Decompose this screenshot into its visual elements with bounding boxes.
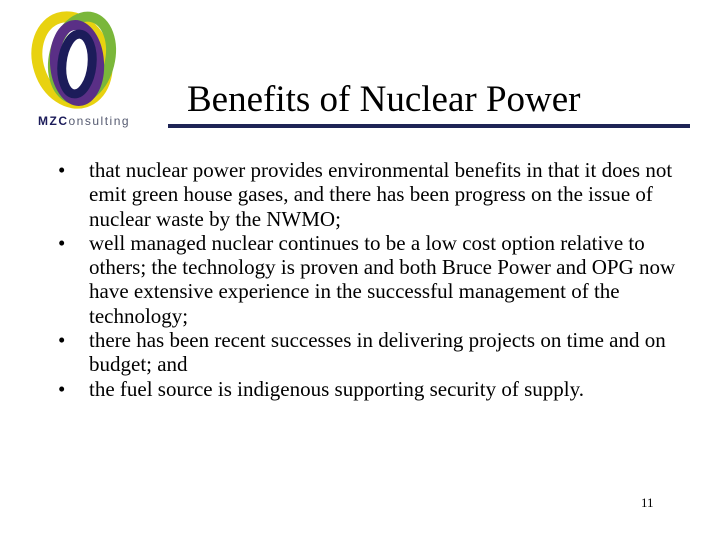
page-number: 11 — [641, 495, 654, 510]
bullet-item — [58, 231, 678, 328]
bullet-text: well managed nuclear continues to be a low cost option relative to others; the technology is proven and both Bruce Power and OPG now have extensive experience in the successful management of the technology; — [89, 230, 676, 328]
bullet-item — [58, 328, 678, 377]
bullet-item — [58, 158, 678, 231]
logo-text-light: onsulting — [68, 114, 131, 128]
bullet-text: there has been recent successes in delivering projects on time and on budget; and — [89, 328, 666, 377]
company-logo — [20, 8, 165, 128]
slide-title: Benefits of Nuclear Power — [187, 79, 581, 120]
bullet-dot-icon: • — [58, 328, 66, 353]
bullet-dot-icon: • — [58, 376, 66, 401]
bullet-dot-icon: • — [58, 230, 66, 255]
logo-rings-icon — [20, 8, 165, 123]
logo-wordmark — [38, 114, 130, 128]
bullet-item — [58, 377, 678, 401]
title-underline — [168, 124, 690, 128]
bullet-text: that nuclear power provides environmental benefits in that it does not emit green house gases, and there has been progress on the issue of nuclear waste by the NWMO; — [89, 158, 673, 231]
logo-text-bold: MZC — [38, 114, 69, 128]
bullet-text: the fuel source is indigenous supporting security of supply. — [89, 376, 584, 401]
bullet-dot-icon: • — [58, 158, 66, 182]
bullet-list — [58, 158, 678, 401]
